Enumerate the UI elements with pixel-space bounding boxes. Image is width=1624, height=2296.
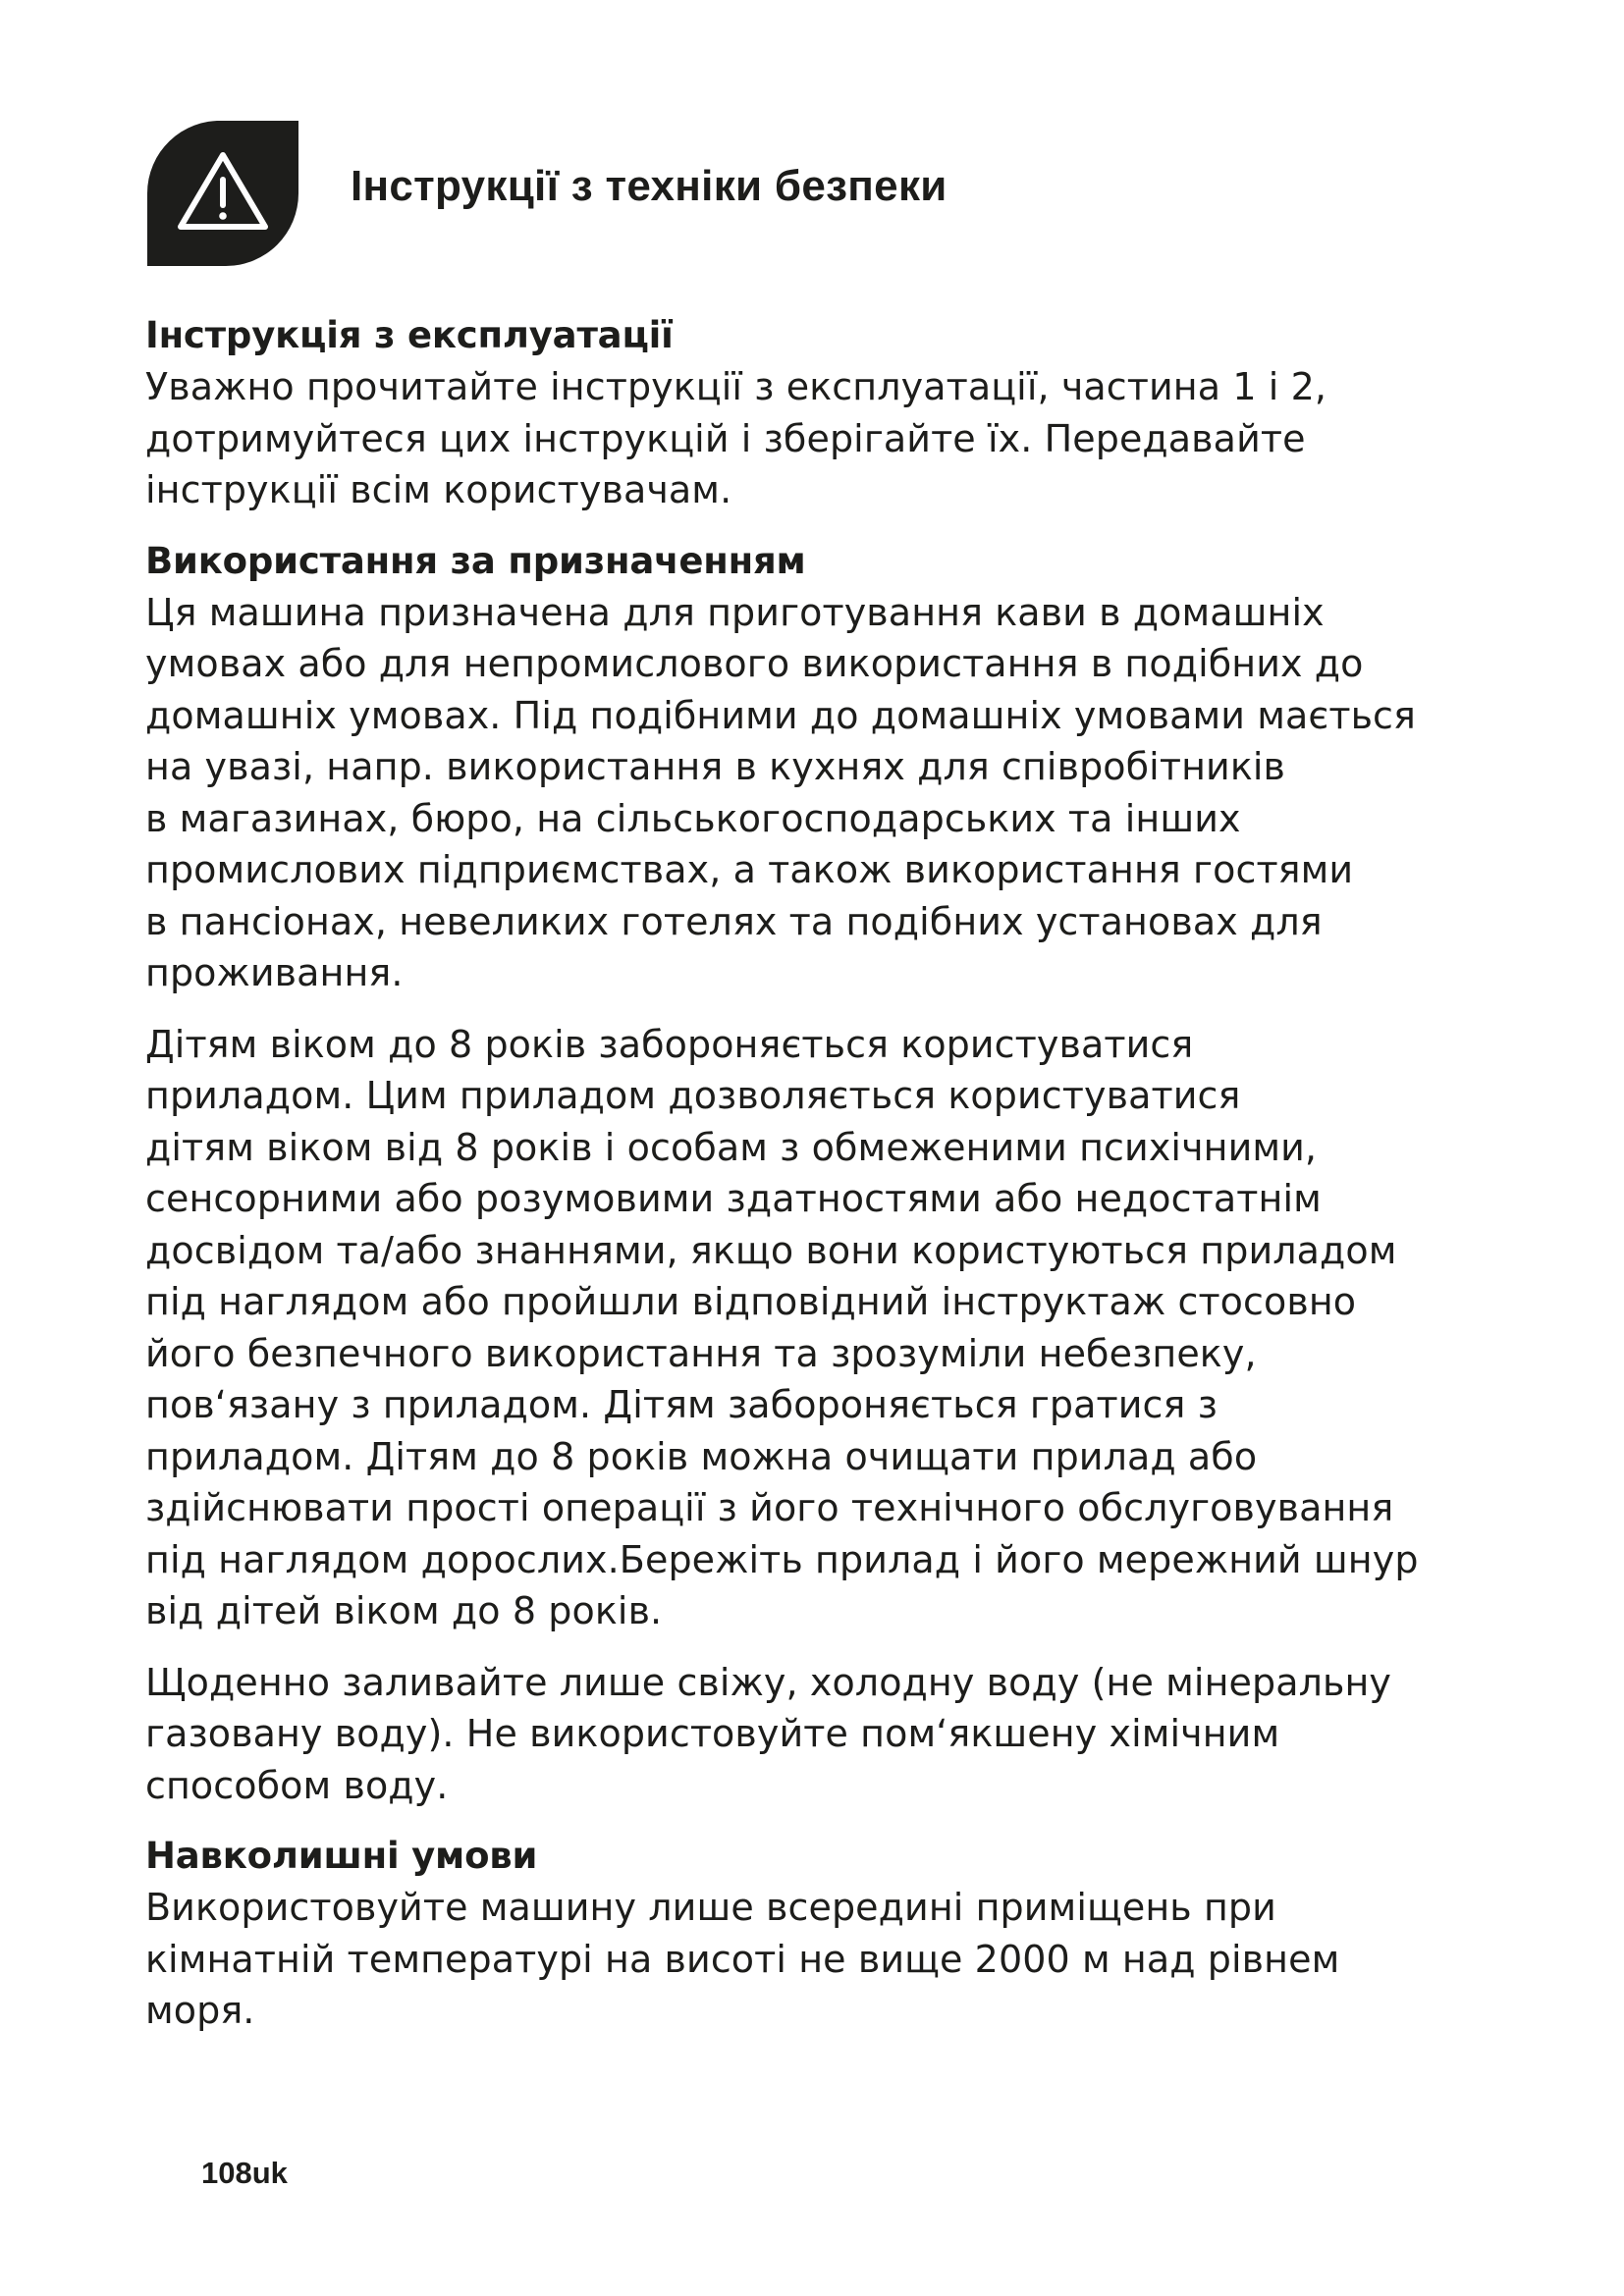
text-line: промислових підприємствах, а також використання гостями — [145, 848, 1354, 891]
spacer — [145, 1811, 1510, 1831]
text-line: під наглядом дорослих.Бережіть прилад і його мережний шнур — [145, 1537, 1419, 1581]
environment-text — [145, 1882, 1510, 2037]
text-line: моря. — [145, 1989, 255, 2032]
text-line: в магазинах, бюро, на сільськогосподарських та інших — [145, 796, 1241, 840]
text-line: кімнатній температурі на висоті не вище 2000 м над рівнем — [145, 1937, 1340, 1981]
text-line: здійснювати прості операції з його технічного обслуговування — [145, 1486, 1394, 1529]
text-line: дітям віком від 8 років і особам з обмеженими психічними, — [145, 1125, 1318, 1169]
text-line: Використовуйте машину лише всередині приміщень при — [145, 1886, 1276, 1929]
text-line: досвідом та/або знаннями, якщо вони користуються приладом — [145, 1228, 1397, 1272]
text-line: від дітей віком до 8 років. — [145, 1589, 663, 1632]
section-heading-operating-instructions: Інструкція з експлуатації — [145, 314, 674, 356]
intended-use-paragraph — [145, 587, 1510, 999]
text-line: приладом. Дітям до 8 років можна очищати прилад або — [145, 1434, 1258, 1478]
text-line: під наглядом або пройшли відповідний інструктаж стосовно — [145, 1280, 1357, 1323]
text-line: пов‘язану з приладом. Дітям забороняється гратися з — [145, 1383, 1218, 1426]
page-number: 108uk — [201, 2156, 288, 2190]
text-line: дотримуйтеся цих інструкцій і зберігайте їх. Передавайте — [145, 416, 1306, 460]
text-line: Щоденно заливайте лише свіжу, холодну воду (не мінеральну — [145, 1660, 1392, 1704]
safety-content — [145, 310, 1510, 2037]
text-line: Ця машина призначена для приготування кави в домашніх — [145, 590, 1325, 634]
section-heading-intended-use: Використання за призначенням — [145, 539, 806, 582]
text-line: газовану воду). Не використовуйте пом‘якшену хімічним — [145, 1712, 1280, 1755]
children-warning-paragraph — [145, 1019, 1510, 1637]
warning-triangle-icon — [147, 121, 298, 266]
text-line: інструкції всім користувачам. — [145, 468, 732, 511]
section-heading-environment: Навколишні умови — [145, 1835, 538, 1877]
spacer — [145, 516, 1510, 536]
text-line: його безпечного використання та зрозуміли небезпеку, — [145, 1331, 1257, 1375]
text-line: проживання. — [145, 951, 404, 994]
page-title: Інструкції з техніки безпеки — [351, 162, 947, 210]
text-line: приладом. Цим приладом дозволяється користуватися — [145, 1074, 1241, 1117]
text-line: сенсорними або розумовими здатностями або недостатнім — [145, 1177, 1322, 1220]
text-line: Уважно прочитайте інструкції з експлуатації, частина 1 і 2, — [145, 365, 1327, 408]
text-line: способом воду. — [145, 1763, 449, 1807]
text-line: умовах або для непромислового використання в подібних до — [145, 642, 1364, 685]
text-line: на увазі, напр. використання в кухнях для співробітників — [145, 745, 1286, 788]
spacer — [145, 1637, 1510, 1657]
spacer — [145, 999, 1510, 1019]
operating-instructions-text — [145, 361, 1510, 516]
text-line: домашніх умовах. Під подібними до домашніх умовами мається — [145, 693, 1417, 737]
water-paragraph — [145, 1657, 1510, 1812]
text-line: Дітям віком до 8 років забороняється користуватися — [145, 1022, 1194, 1066]
text-line: в пансіонах, невеликих готелях та подібних установах для — [145, 899, 1323, 943]
